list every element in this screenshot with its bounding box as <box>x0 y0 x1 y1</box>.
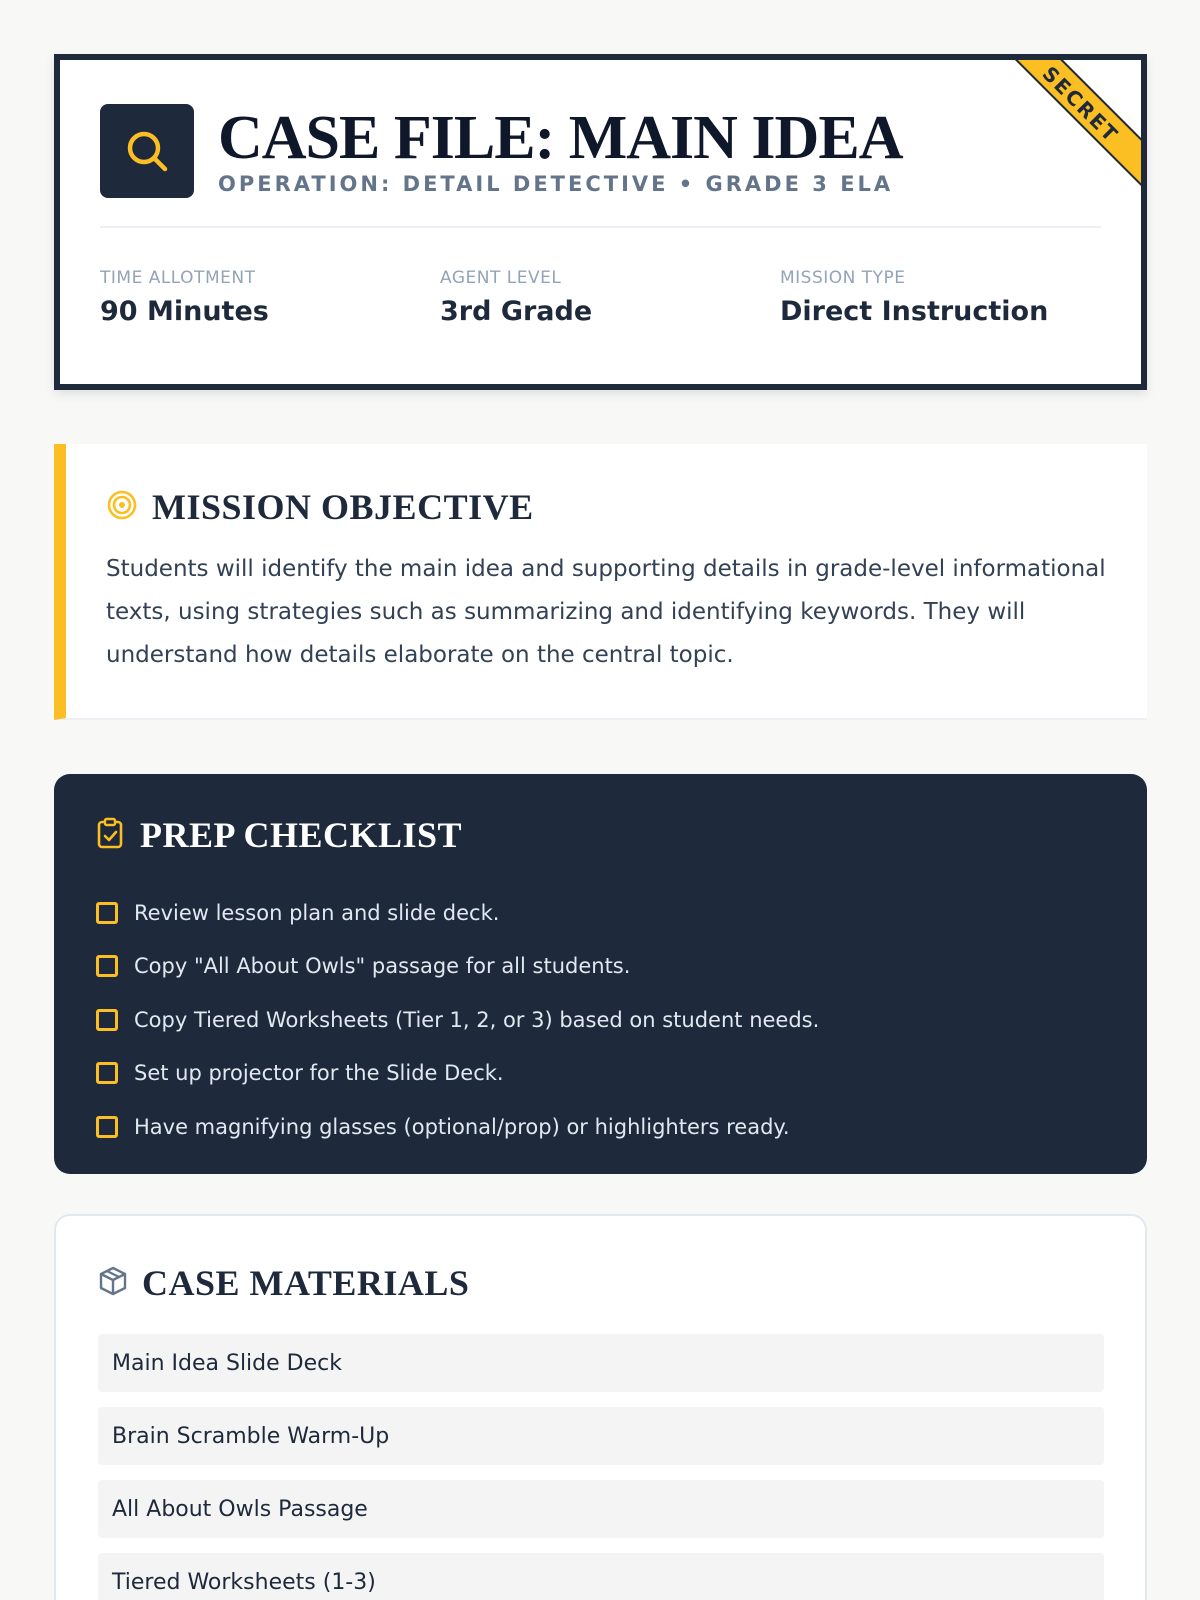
section-title: PREP CHECKLIST <box>140 815 463 855</box>
checklist-item-label: Copy Tiered Worksheets (Tier 1, 2, or 3) based on student needs. <box>134 1007 820 1032</box>
checklist-item[interactable] <box>96 1047 819 1101</box>
checklist-item[interactable] <box>96 1100 819 1154</box>
lesson-page <box>54 54 1147 1595</box>
stat-label: MISSION TYPE <box>780 268 906 288</box>
stat-time <box>100 268 440 327</box>
section-header <box>106 486 534 528</box>
objective-text: Students will identify the main idea and supporting details in grade-level informational texts, using strategies such as summarizing and identifying keywords. They will understand how details elaborate on the central topic. <box>106 556 1106 668</box>
stats-row <box>100 268 1120 327</box>
checklist-item-label: Copy "All About Owls" passage for all students. <box>134 954 631 979</box>
prep-checklist-section <box>54 774 1147 1174</box>
checkbox[interactable] <box>96 1116 118 1138</box>
checklist-items <box>96 886 819 1154</box>
stat-value: 90 Minutes <box>100 296 269 327</box>
checklist-item[interactable] <box>96 993 819 1047</box>
secret-ribbon: SECRET <box>996 54 1147 189</box>
checkbox[interactable] <box>96 902 118 924</box>
section-header <box>98 1262 469 1304</box>
page-subtitle: OPERATION: DETAIL DETECTIVE • GRADE 3 ELA <box>218 172 894 196</box>
stat-value: 3rd Grade <box>440 296 593 327</box>
checkbox[interactable] <box>96 1009 118 1031</box>
box-icon <box>98 1265 128 1301</box>
magnifier-icon <box>100 104 194 198</box>
title-row <box>100 104 902 198</box>
checklist-item[interactable] <box>96 886 819 940</box>
clipboard-check-icon <box>96 817 124 853</box>
checkbox[interactable] <box>96 1062 118 1084</box>
checklist-item-label: Have magnifying glasses (optional/prop) or highlighters ready. <box>134 1114 790 1139</box>
section-header <box>96 814 462 856</box>
page-title: CASE FILE: MAIN IDEA <box>218 104 903 172</box>
case-file-header <box>54 54 1147 390</box>
stat-type <box>780 268 1120 327</box>
checkbox[interactable] <box>96 955 118 977</box>
header-divider <box>100 226 1101 228</box>
material-item[interactable]: Tiered Worksheets (1-3) <box>98 1553 1104 1600</box>
title-block <box>218 104 902 196</box>
checklist-item[interactable] <box>96 940 819 994</box>
stat-label: TIME ALLOTMENT <box>100 268 256 288</box>
stat-level <box>440 268 780 327</box>
section-title: MISSION OBJECTIVE <box>152 487 534 527</box>
material-item[interactable]: Brain Scramble Warm-Up <box>98 1407 1104 1465</box>
target-icon <box>106 489 138 525</box>
case-materials-section <box>54 1214 1147 1600</box>
material-item[interactable]: All About Owls Passage <box>98 1480 1104 1538</box>
material-item[interactable]: Main Idea Slide Deck <box>98 1334 1104 1392</box>
stat-label: AGENT LEVEL <box>440 268 562 288</box>
mission-objective-section <box>54 444 1147 720</box>
section-title: CASE MATERIALS <box>142 1263 470 1303</box>
checklist-item-label: Set up projector for the Slide Deck. <box>134 1061 504 1086</box>
materials-list <box>98 1334 1104 1600</box>
checklist-item-label: Review lesson plan and slide deck. <box>134 900 500 925</box>
stat-value: Direct Instruction <box>780 296 1049 327</box>
